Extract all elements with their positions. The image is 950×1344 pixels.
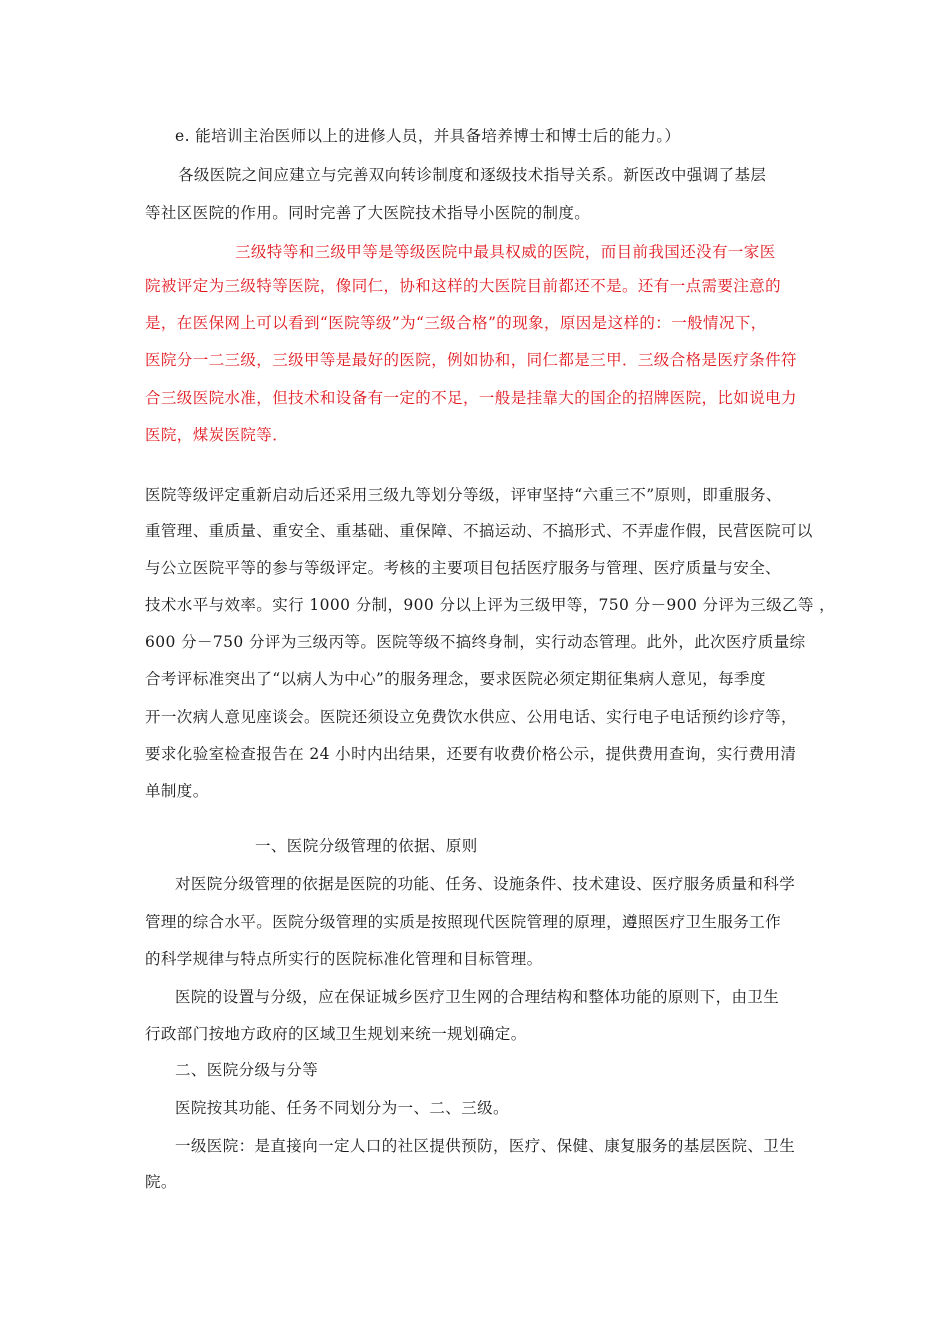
text-line-18: 单制度。 [145,782,209,800]
text-line-20: 对医院分级管理的依据是医院的功能、任务、设施条件、技术建设、医疗服务质量和科学 [175,875,796,893]
text-line-28: 院。 [145,1173,177,1191]
text-line-12: 与公立医院平等的参与等级评定。考核的主要项目包括医疗服务与管理、医疗质量与安全、 [145,559,782,577]
text-line-27: 一级医院：是直接向一定人口的社区提供预防，医疗、保健、康复服务的基层医院、卫生 [175,1137,796,1155]
text-line-15: 合考评标准突出了“以病人为中心”的服务理念，要求医院必须定期征集病人意见，每季度 [145,670,766,688]
text-line-16: 开一次病人意见座谈会。医院还须设立免费饮水供应、公用电话、实行电子电话预约诊疗等， [145,708,797,726]
text-line-2: 各级医院之间应建立与完善双向转诊制度和逐级技术指导关系。新医改中强调了基层 [178,166,767,184]
text-line-11: 重管理、重质量、重安全、重基础、重保障、不搞运动、不搞形式、不弄虚作假，民营医院可以 [145,522,813,540]
text-line-13: 技术水平与效率。实行 1000 分制，900 分以上评为三级甲等，750 分－900 分评为三级乙等 ， [145,596,836,614]
highlighted-line-6: 医院，煤炭医院等． [145,426,289,444]
text-line-3: 等社区医院的作用。同时完善了大医院技术指导小医院的制度。 [145,204,591,222]
text-line-22: 的科学规律与特点所实行的医院标准化管理和目标管理。 [145,950,543,968]
text-line-17: 要求化验室检查报告在 24 小时内出结果，还要有收费价格公示，提供费用查询，实行费用清 [145,745,797,763]
section-heading-1: 一、医院分级管理的依据、原则 [255,837,478,855]
section-heading-2: 二、医院分级与分等 [175,1061,319,1079]
highlighted-line-5: 合三级医院水准，但技术和设备有一定的不足，一般是挂靠大的国企的招牌医院，比如说电力 [145,389,797,407]
text-line-1: e. 能培训主治医师以上的进修人员，并具备培养博士和博士后的能力。） [175,127,681,145]
text-line-14: 600 分－750 分评为三级丙等。医院等级不搞终身制，实行动态管理。此外，此次医疗质量综 [145,633,806,651]
text-line-26: 医院按其功能、任务不同划分为一、二、三级。 [175,1099,509,1117]
highlighted-line-2: 院被评定为三级特等医院，像同仁，协和这样的大医院目前都还不是。还有一点需要注意的 [145,277,782,295]
text-line-10: 医院等级评定重新启动后还采用三级九等划分等级，评审坚持“六重三不”原则，即重服务、 [145,486,782,504]
text-line-23: 医院的设置与分级，应在保证城乡医疗卫生网的合理结构和整体功能的原则下，由卫生 [175,988,780,1006]
highlighted-line-4: 医院分一二三级，三级甲等是最好的医院，例如协和，同仁都是三甲．三级合格是医疗条件符 [145,351,797,369]
text-line-21: 管理的综合水平。医院分级管理的实质是按照现代医院管理的原理，遵照医疗卫生服务工作 [145,913,782,931]
text-line-24: 行政部门按地方政府的区域卫生规划来统一规划确定。 [145,1025,527,1043]
highlighted-line-3: 是，在医保网上可以看到“医院等级”为“三级合格”的现象，原因是这样的：一般情况下， [145,314,767,332]
highlighted-line-1: 三级特等和三级甲等是等级医院中最具权威的医院，而目前我国还没有一家医 [235,243,776,261]
